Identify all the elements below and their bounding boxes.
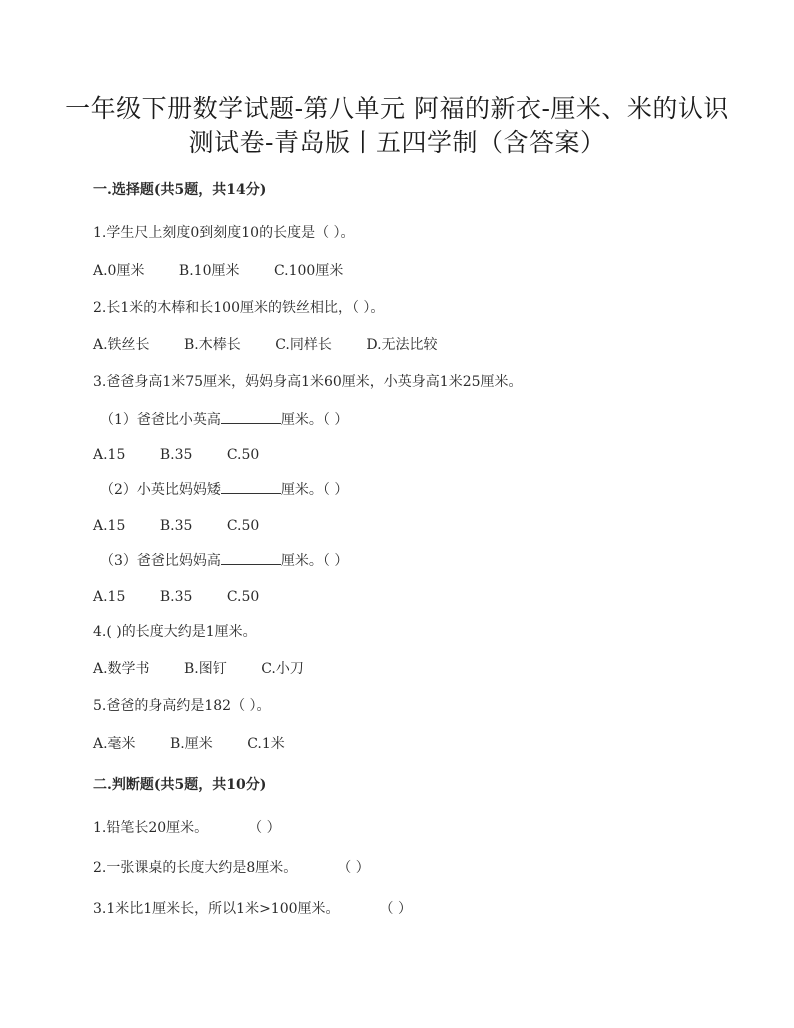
- option-b: B.10厘米: [178, 263, 240, 279]
- question-3-sub-1: [100, 409, 348, 430]
- option-a: A.15: [93, 447, 126, 463]
- option-c: C.50: [226, 589, 260, 605]
- option-a: A.0厘米: [93, 263, 145, 279]
- question-1: 1.学生尺上刻度0到刻度10的长度是（ ）。: [93, 225, 355, 241]
- option-a: A.铁丝长: [93, 337, 150, 353]
- sub-1-prefix: （1）爸爸比小英高: [100, 412, 221, 428]
- option-c: C.100厘米: [273, 263, 344, 279]
- option-a: A.数学书: [93, 661, 150, 677]
- section-heading-choice: 一.选择题(共5题，共14分): [93, 182, 267, 198]
- option-c: C.同样长: [275, 337, 332, 353]
- option-b: B.图钉: [184, 661, 227, 677]
- option-a: A.15: [93, 589, 126, 605]
- option-b: B.35: [159, 589, 193, 605]
- judgement-3-text: 3.1米比1厘米长，所以1米>100厘米。: [93, 901, 340, 917]
- judgement-2-text: 2.一张课桌的长度大约是8厘米。: [93, 860, 298, 876]
- question-4-options: [93, 659, 334, 679]
- question-1-options: [93, 261, 373, 281]
- answer-paren: （ ）: [337, 860, 370, 876]
- question-3-sub-3-options: [93, 587, 289, 607]
- option-b: B.35: [159, 518, 193, 534]
- question-5: 5.爸爸的身高约是182（ ）。: [93, 698, 271, 714]
- answer-blank: [221, 550, 281, 565]
- sub-3-suffix: 厘米。（ ）: [280, 553, 349, 569]
- judgement-question-2: [93, 858, 370, 878]
- option-d: D.无法比较: [366, 337, 438, 353]
- page-title-line-1: 一年级下册数学试题-第八单元 阿福的新衣-厘米、米的认识: [65, 94, 729, 123]
- judgement-question-3: [93, 899, 412, 919]
- question-3-sub-1-options: [93, 445, 289, 465]
- question-3-sub-2: [100, 479, 348, 500]
- option-c: C.50: [226, 447, 260, 463]
- option-b: B.35: [159, 447, 193, 463]
- question-3: 3.爸爸身高1米75厘米，妈妈身高1米60厘米，小英身高1米25厘米。: [93, 374, 523, 390]
- option-c: C.1米: [247, 736, 285, 752]
- sub-1-suffix: 厘米。（ ）: [280, 412, 349, 428]
- sub-3-prefix: （3）爸爸比妈妈高: [100, 553, 221, 569]
- sub-2-suffix: 厘米。（ ）: [280, 482, 349, 498]
- answer-paren: （ ）: [379, 901, 412, 917]
- section-heading-judgement: 二.判断题(共5题，共10分): [93, 777, 267, 793]
- sub-2-prefix: （2）小英比妈妈矮: [100, 482, 221, 498]
- answer-paren: （ ）: [248, 820, 281, 836]
- option-b: B.厘米: [170, 736, 213, 752]
- judgement-question-1: [93, 818, 281, 838]
- option-c: C.50: [226, 518, 260, 534]
- option-a: A.15: [93, 518, 126, 534]
- option-b: B.木棒长: [184, 337, 241, 353]
- judgement-1-text: 1.铅笔长20厘米。: [93, 820, 209, 836]
- option-c: C.小刀: [261, 661, 304, 677]
- question-4: 4.( )的长度大约是1厘米。: [93, 624, 257, 640]
- answer-blank: [221, 479, 281, 494]
- question-2-options: [93, 335, 468, 355]
- question-5-options: [93, 734, 315, 754]
- question-3-sub-3: [100, 550, 348, 571]
- question-2: 2.长1米的木棒和长100厘米的铁丝相比，（ ）。: [93, 300, 385, 316]
- page-title-line-2: 测试卷-青岛版丨五四学制（含答案）: [188, 128, 606, 157]
- option-a: A.毫米: [93, 736, 136, 752]
- question-3-sub-2-options: [93, 516, 289, 536]
- answer-blank: [221, 409, 281, 424]
